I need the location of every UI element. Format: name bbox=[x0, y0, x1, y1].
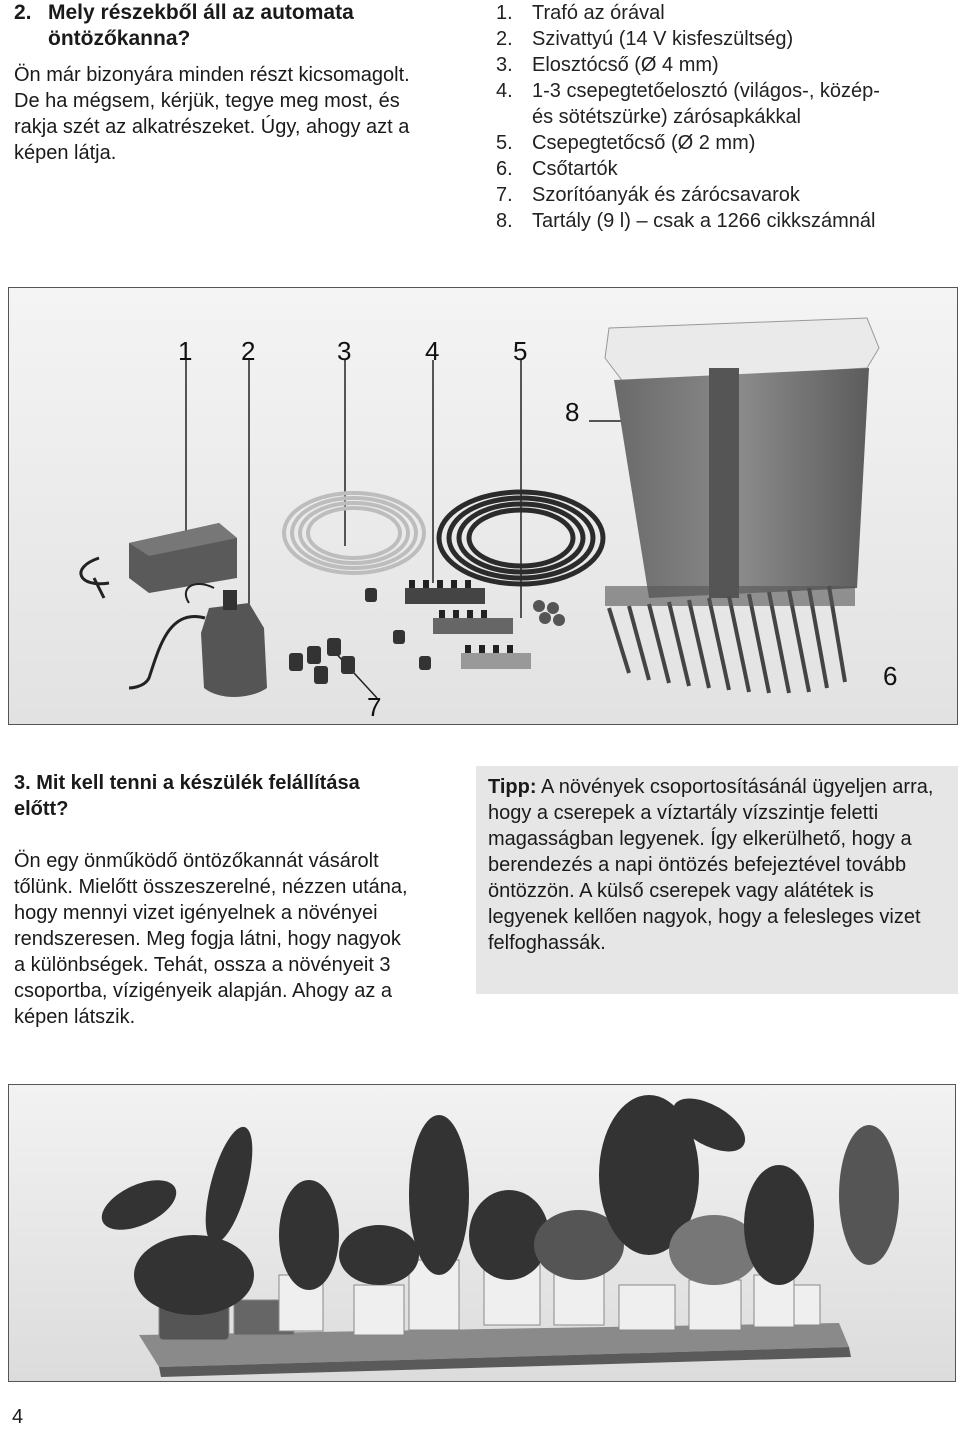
section-2-title: Mely részekből áll az automata öntözőkanna? bbox=[48, 1, 354, 50]
callout-2: 2 bbox=[241, 336, 256, 366]
water-tank-illustration bbox=[605, 318, 879, 598]
parts-photo-drawing bbox=[9, 288, 957, 724]
plants-photo-drawing bbox=[9, 1085, 955, 1381]
callout-7: 7 bbox=[367, 692, 382, 722]
section-3-heading: 3. Mit kell tenni a készülék felállítása előtt? bbox=[14, 772, 360, 820]
list-item: 7. Szorítóanyák és zárócsavarok bbox=[496, 184, 800, 206]
callout-4: 4 bbox=[425, 336, 440, 366]
plants-photo bbox=[8, 1084, 956, 1382]
tip-box bbox=[476, 766, 958, 994]
section-2-number: 2. bbox=[14, 1, 32, 24]
list-item: 8. Tartály (9 l) – csak a 1266 cikkszámnál bbox=[496, 210, 876, 232]
parts-list bbox=[496, 0, 956, 234]
section-2-heading bbox=[14, 0, 454, 52]
list-item: 4. 1-3 csepegtetőelosztó (világos-, közép- és sötétszürke) zárósapkákkal bbox=[496, 80, 880, 128]
section-3-body: Ön egy önműködő öntözőkannát vásárolt tőlünk. Mielőtt összeszerelné, nézzen utána, hogy mennyi vizet igényelnek a növényei rendszeresen. Meg fogja látni, hogy nagyok a különbségek. Tehát, ossza a növényeit 3 csoportba, vízigényeik alapján. Ahogy az a képen látszik. bbox=[14, 850, 408, 1028]
callout-8: 8 bbox=[565, 397, 580, 427]
callout-6: 6 bbox=[883, 661, 898, 691]
tip-text: A növények csoportosításánál ügyeljen arra, hogy a cserepek a víztartály vízszintje feletti magasságban legyenek. Így elkerülhető, hogy a berendezés a napi öntözés befejeztével tovább öntözzön. A külső cserepek vagy alátétek is legyenek kellően nagyok, hogy a felesleges vizet felfoghassák. bbox=[488, 776, 934, 954]
list-item: 3. Elosztócső (Ø 4 mm) bbox=[496, 54, 719, 76]
callout-3: 3 bbox=[337, 336, 352, 366]
parts-photo bbox=[8, 287, 958, 725]
callout-5: 5 bbox=[513, 336, 528, 366]
list-item: 5. Csepegtetőcső (Ø 2 mm) bbox=[496, 132, 756, 154]
list-item: 6. Csőtartók bbox=[496, 158, 618, 180]
tip-label: Tipp: bbox=[488, 776, 537, 798]
list-item: 2. Szivattyú (14 V kisfeszültség) bbox=[496, 28, 794, 50]
callout-1: 1 bbox=[178, 336, 193, 366]
section-2-intro: Ön már bizonyára minden részt kicsomagolt. De ha mégsem, kérjük, tegye meg most, és rakja szét az alkatrészeket. Úgy, ahogy azt a képen látja. bbox=[14, 64, 410, 164]
page-number: 4 bbox=[12, 1406, 24, 1428]
list-item: 1. Trafó az órával bbox=[496, 2, 665, 24]
